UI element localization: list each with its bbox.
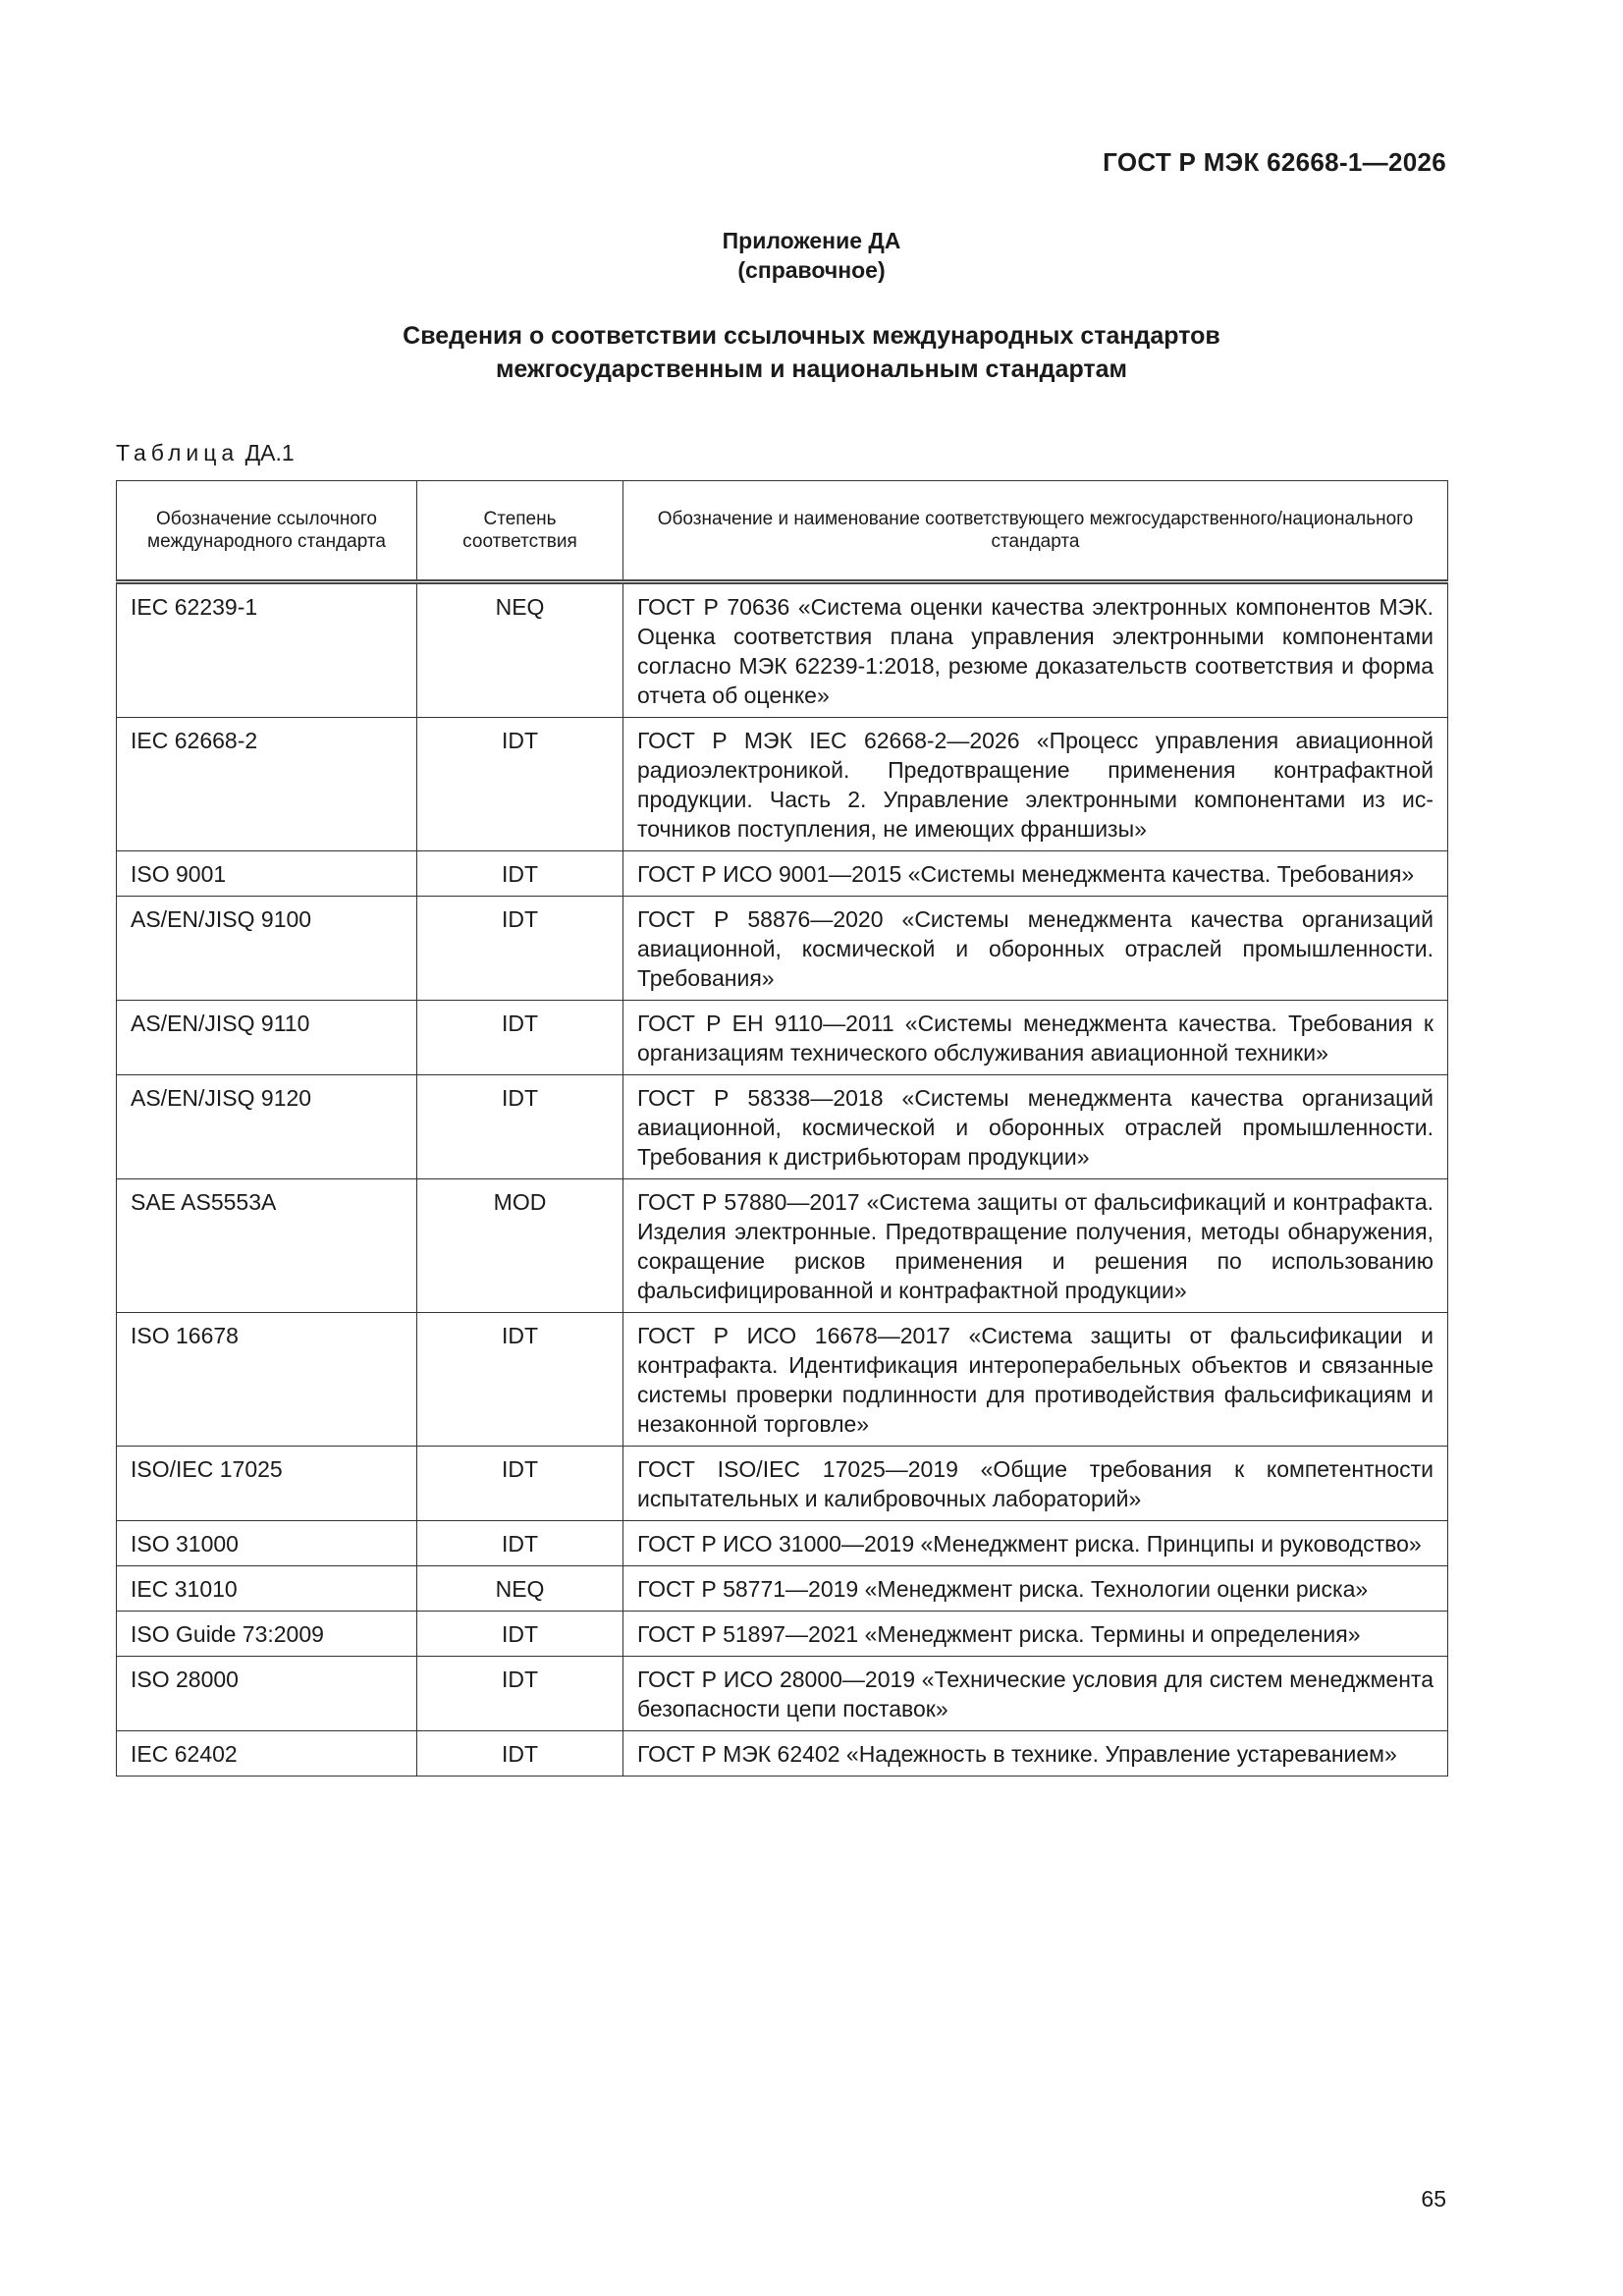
header-degree-of-correspondence: Степень соответствия xyxy=(417,481,623,582)
table-row xyxy=(117,1179,1448,1313)
cell-national-standard: ГОСТ Р 57880—2017 «Система защиты от фальсификаций и контрафакта. Изделия электронные. Предотвращение получения, методы обнаружения, сокращение рисков применения и решения по использованию фальсифицированной и контрафактной продукции» xyxy=(623,1179,1448,1313)
appendix-title: Приложение ДА xyxy=(722,228,901,253)
header-national-standard: Обозначение и наименование соответствующего межгосударственного/национального стандарта xyxy=(623,481,1448,582)
cell-degree: IDT xyxy=(417,718,623,851)
header-international-standard: Обозначение ссылочного международного стандарта xyxy=(117,481,417,582)
cell-degree: IDT xyxy=(417,1075,623,1179)
table-row xyxy=(117,582,1448,718)
cell-national-standard: ГОСТ Р ЕН 9110—2011 «Системы менеджмента качества. Требования к организациям технического обслуживания авиационной техники» xyxy=(623,1001,1448,1075)
cell-national-standard: ГОСТ Р ИСО 31000—2019 «Менеджмент риска. Принципы и руководство» xyxy=(623,1521,1448,1566)
cell-national-standard: ГОСТ Р ИСО 16678—2017 «Система защиты от фальсификации и контрафакта. Идентификация интероперабельных объектов и связанные системы проверки подлинности для противодействия фальсификациям и незаконной торговле» xyxy=(623,1313,1448,1447)
cell-degree: IDT xyxy=(417,1521,623,1566)
cell-international-standard: IEC 31010 xyxy=(117,1566,417,1612)
page-number: 65 xyxy=(1421,2186,1446,2212)
cell-degree: IDT xyxy=(417,1612,623,1657)
cell-international-standard: ISO 9001 xyxy=(117,851,417,897)
section-title-line-1: Сведения о соответствии ссылочных международных стандартов xyxy=(403,322,1220,350)
table-row xyxy=(117,1521,1448,1566)
section-title-line-2: межгосударственным и национальным стандартам xyxy=(495,355,1128,383)
table-row xyxy=(117,1657,1448,1731)
cell-degree: IDT xyxy=(417,1657,623,1731)
cell-national-standard: ГОСТ Р 58338—2018 «Системы менеджмента качества организаций авиационной, космической и оборонных отраслей промышленности. Требования к дистрибьюторам продукции» xyxy=(623,1075,1448,1179)
table-label-number: ДА.1 xyxy=(244,440,295,465)
cell-international-standard: ISO 31000 xyxy=(117,1521,417,1566)
cell-international-standard: ISO Guide 73:2009 xyxy=(117,1612,417,1657)
table-row xyxy=(117,1447,1448,1521)
cell-national-standard: ГОСТ Р 58876—2020 «Системы менеджмента качества организаций авиационной, космической и оборонных отраслей промышленности. Требования» xyxy=(623,897,1448,1001)
cell-degree: IDT xyxy=(417,1447,623,1521)
table-label xyxy=(116,440,295,466)
cell-international-standard: IEC 62239-1 xyxy=(117,582,417,718)
table-label-word: Таблица xyxy=(116,440,240,465)
cell-international-standard: ISO 16678 xyxy=(117,1313,417,1447)
table-row xyxy=(117,897,1448,1001)
cell-national-standard: ГОСТ Р 70636 «Система оценки качества электронных компонентов МЭК. Оценка соответствия плана управления электронными компонентами согласно МЭК 62239-1:2018, резюме доказательств соответствия и форма отчета об оценке» xyxy=(623,582,1448,718)
table-row xyxy=(117,1731,1448,1777)
cell-national-standard: ГОСТ ISO/IEC 17025—2019 «Общие требования к компетентности испытательных и калибровочных лабораторий» xyxy=(623,1447,1448,1521)
table-row xyxy=(117,1566,1448,1612)
cell-international-standard: AS/EN/JISQ 9110 xyxy=(117,1001,417,1075)
cell-degree: IDT xyxy=(417,897,623,1001)
table-row xyxy=(117,1001,1448,1075)
cell-international-standard: ISO 28000 xyxy=(117,1657,417,1731)
cell-degree: IDT xyxy=(417,1001,623,1075)
cell-degree: IDT xyxy=(417,1731,623,1777)
cell-degree: IDT xyxy=(417,1313,623,1447)
cell-national-standard: ГОСТ Р ИСО 9001—2015 «Системы менеджмента качества. Требования» xyxy=(623,851,1448,897)
table-row xyxy=(117,1313,1448,1447)
cell-international-standard: IEC 62668-2 xyxy=(117,718,417,851)
cell-national-standard: ГОСТ Р МЭК 62402 «Надежность в технике. Управление устареванием» xyxy=(623,1731,1448,1777)
cell-national-standard: ГОСТ Р 58771—2019 «Менеджмент риска. Технологии оценки риска» xyxy=(623,1566,1448,1612)
cell-national-standard: ГОСТ Р 51897—2021 «Менеджмент риска. Термины и определения» xyxy=(623,1612,1448,1657)
table-row xyxy=(117,718,1448,851)
cell-international-standard: AS/EN/JISQ 9100 xyxy=(117,897,417,1001)
table-row xyxy=(117,1612,1448,1657)
appendix-subtitle: (справочное) xyxy=(737,257,886,283)
cell-degree: NEQ xyxy=(417,1566,623,1612)
cell-degree: NEQ xyxy=(417,582,623,718)
section-title xyxy=(0,319,1623,386)
cell-degree: IDT xyxy=(417,851,623,897)
cell-national-standard: ГОСТ Р ИСО 28000—2019 «Технические условия для систем менеджмента безопасности цепи поставок» xyxy=(623,1657,1448,1731)
table-row xyxy=(117,1075,1448,1179)
cell-international-standard: IEC 62402 xyxy=(117,1731,417,1777)
document-code: ГОСТ Р МЭК 62668-1—2026 xyxy=(1103,147,1446,177)
cell-international-standard: AS/EN/JISQ 9120 xyxy=(117,1075,417,1179)
table-header-row xyxy=(117,481,1448,582)
appendix-heading xyxy=(0,226,1623,285)
table-row xyxy=(117,851,1448,897)
cell-international-standard: ISO/IEC 17025 xyxy=(117,1447,417,1521)
cell-national-standard: ГОСТ Р МЭК IEC 62668-2—2026 «Процесс управления авиационной радиоэлектроникой. Предотвращение применения контрафактной продукции. Часть 2. Управление электронными компонентами из источников поступления, не имеющих франшизы» xyxy=(623,718,1448,851)
standards-correspondence-table xyxy=(116,480,1448,1777)
cell-international-standard: SAE AS5553A xyxy=(117,1179,417,1313)
cell-degree: MOD xyxy=(417,1179,623,1313)
